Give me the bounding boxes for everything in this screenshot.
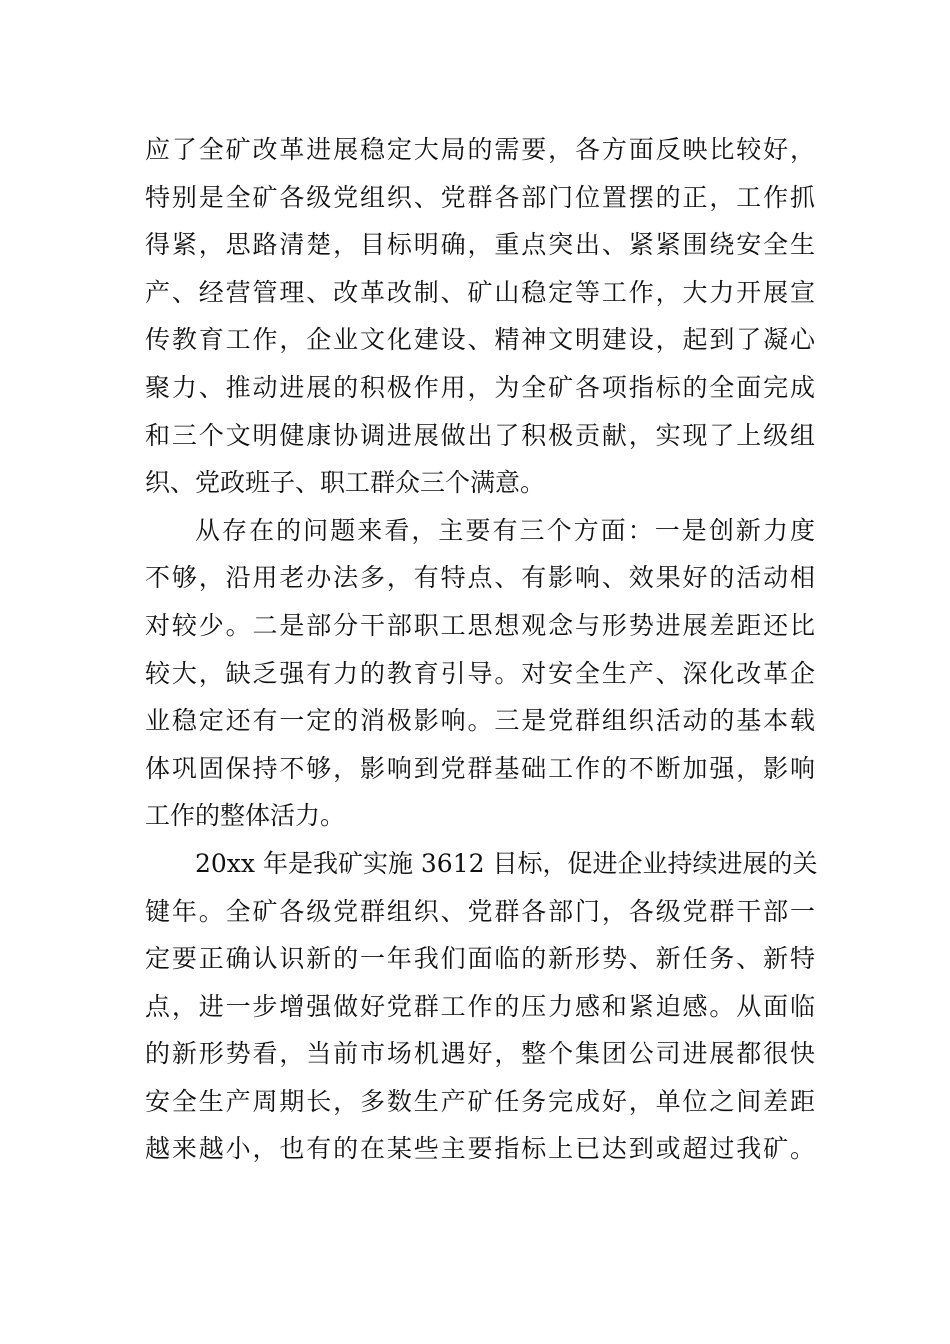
document-body: [145, 126, 818, 1173]
paragraph-1-line-1: 应了全矿改革进展稳定大局的需要，各方面反映比较好，: [145, 135, 815, 164]
paragraph-1-line-7: 和三个文明健康协调进展做出了积极贡献，实现了上级组: [145, 420, 815, 450]
paragraph-2-line-7: 工作的整体活力。: [145, 801, 346, 831]
paragraph-1-line-6: 聚力、推动进展的积极作用，为全矿各项指标的全面完成: [145, 372, 815, 402]
paragraph-3-line-3: 定要正确认识新的一年我们面临的新形势、新任务、新特: [145, 944, 815, 974]
paragraph-2-line-1: 从存在的问题来看，主要有三个方面：一是创新力度: [195, 515, 815, 545]
paragraph-3-line-7: 越来越小，也有的在某些主要指标上已达到或超过我矿。: [145, 1134, 815, 1164]
paragraph-3-line-5: 的新形势看，当前市场机遇好，整个集团公司进展都很快: [145, 1039, 815, 1069]
paragraph-2-line-4: 较大，缺乏强有力的教育引导。对安全生产、深化改革企: [145, 658, 815, 688]
paragraph-2-line-2: 不够，沿用老办法多，有特点、有影响、效果好的活动相: [145, 563, 815, 593]
paragraph-2-line-3: 对较少。二是部分干部职工思想观念与形势进展差距还比: [145, 610, 815, 640]
paragraph-3-line-1: 20xx 年是我矿实施 3612 目标，促进企业持续进展的关: [195, 848, 818, 878]
paragraph-1-line-3: 得紧，思路清楚，目标明确，重点突出、紧紧围绕安全生: [145, 230, 815, 260]
paragraph-1-line-4: 产、经营管理、改革改制、矿山稳定等工作，大力开展宣: [145, 277, 815, 307]
paragraph-2-line-6: 体巩固保持不够，影响到党群基础工作的不断加强，影响: [145, 753, 815, 783]
paragraph-1-line-8: 织、党政班子、职工群众三个满意。: [145, 468, 546, 498]
paragraph-1-line-2: 特别是全矿各级党组织、党群各部门位置摆的正，工作抓: [145, 182, 815, 212]
paragraph-3-line-2: 键年。全矿各级党群组织、党群各部门，各级党群干部一: [145, 896, 815, 926]
paragraph-3-line-6: 安全生产周期长，多数生产矿任务完成好，单位之间差距: [145, 1086, 815, 1116]
paragraph-1-line-5: 传教育工作，企业文化建设、精神文明建设，起到了凝心: [145, 325, 815, 355]
paragraph-2-line-5: 业稳定还有一定的消极影响。三是党群组织活动的基本载: [145, 706, 815, 736]
paragraph-3-line-4: 点，进一步增强做好党群工作的压力感和紧迫感。从面临: [145, 991, 815, 1021]
